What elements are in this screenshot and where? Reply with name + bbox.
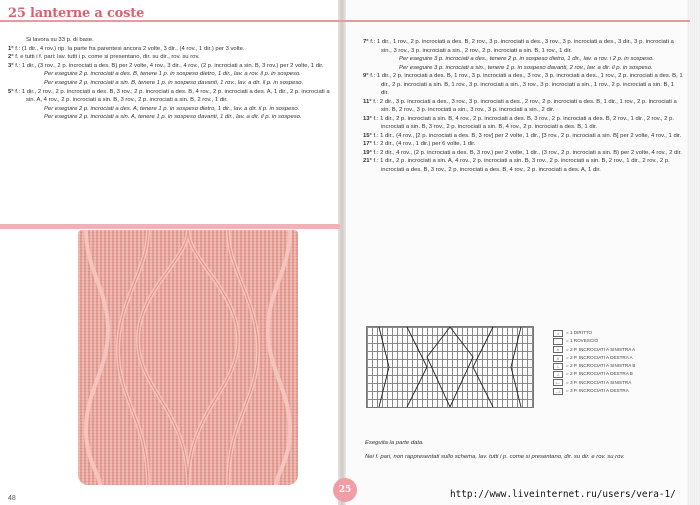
instruction-row	[363, 115, 683, 132]
page-number-left: 48	[8, 495, 16, 502]
instructions-left	[8, 36, 334, 122]
legend-rows	[553, 329, 683, 395]
instructions-right	[363, 38, 683, 174]
legend-item	[553, 362, 683, 370]
note-line-2: Nei f. pari, non rappresentati sullo schema, lav. tutti i p. come si presentano, dir. su dir. e rov. su rov.	[365, 454, 625, 461]
row-number: 21°	[363, 158, 374, 164]
row-text: f.: 1 dir., (4 rov., [2 p. incrociati a des. B, 3 rov] per 2 volte, 1 dir., [3 rov., 2 p. incrociati a sin. B] per 2 volte, 4 rov., 1 dir.	[373, 132, 682, 139]
row-text: f.: (1 dir., 4 rov.) rip. la parte fra parentesi ancora 2 volte, 3 dir., (4 rov., 1 dir.) per 3 volte.	[15, 45, 245, 52]
row-text: Per eseguire 2 p. incrociati a des. B, tenere 1 p. in sospeso dietro, 1 dir., lav. a rov. il p. in sospeso.	[44, 71, 301, 78]
page-number-badge: 25	[333, 478, 357, 502]
stitch-symbol-icon: /-	[553, 363, 563, 370]
instruction-row	[8, 88, 334, 105]
section-rule	[0, 224, 340, 229]
row-number: 13°	[363, 115, 374, 122]
instruction-row	[8, 62, 334, 71]
row-number: 9°	[363, 73, 371, 79]
instruction-row	[363, 72, 683, 98]
row-text: Per eseguire 3 p. incrociati a des., tenere 2 p. in sospeso dietro, 1 dir., lav. a rov. i 2 p. in sospeso.	[399, 56, 654, 62]
row-number: 5°	[8, 88, 16, 95]
row-text: f.: 2 dir., (4 rov., 1 dir.) per 6 volte, 1 dir.	[373, 141, 476, 147]
note-line-1: Eseguita la parte data.	[365, 439, 424, 446]
legend-label: = 2 P. INCROCIATI A SINISTRA B	[566, 363, 636, 369]
row-text: f.: 1 dir., 2 p. incrociati a sin. B, 4 rov., 2 p. incrociati a des. B, 3 rov., 2 p. incrociati a des. B, 2 rov., 1 dir., 2 rov., 2 p. incrociati a sin. B, 3 rov., 2 p. incrociati a sin. B, 4 rov., 2 p. incrociati a des. B, 1 dir.	[373, 115, 674, 130]
instruction-row	[8, 113, 334, 122]
page-title: 25 lanterne a coste	[8, 6, 145, 21]
knitting-chart	[366, 326, 534, 408]
knitted-swatch-photo	[78, 230, 298, 485]
cable-pattern-graphic	[78, 230, 298, 485]
stitch-symbol-icon: //	[553, 346, 563, 353]
book-spine	[338, 0, 346, 505]
instruction-row	[363, 64, 683, 73]
instruction-row	[363, 149, 683, 158]
row-number: 3°	[8, 62, 16, 69]
legend-item	[553, 370, 683, 378]
row-text: f.: 1 dir., 2 rov., 2 p. incrociati a des. B, 3 rov., 2 p. incrociati a des. B, 4 rov., 2 p. incrociati a des. A, 1 dir., 2 p. incrociati a sin. A, 4 rov., 2 p. incrociati a sin. B, 3 rov., 2 p. incrociati a sin. B, 2 rov., 1 dir.	[15, 88, 330, 104]
left-rows	[8, 45, 334, 122]
legend-item	[553, 354, 683, 362]
row-text: f. e tutti i f. pari: lav. tutti i p. come si presentano, dir. su dir., rov. su rov.	[15, 54, 200, 61]
legend-item	[553, 329, 683, 337]
row-text: Per eseguire 2 p. incrociati a sin. B, tenere 1 p. in sospeso davanti, 1 rov., lav. a dir. il p. in sospeso.	[44, 79, 304, 86]
row-number: 19°	[363, 149, 374, 156]
row-number: 2°	[8, 54, 16, 61]
row-text: f.: 1 dir., 2 p. incrociati a des. B, 1 rov., 3 p. incrociati a des., 3 rov., 3 p. incrociati a des., 1 rov., 2 p. incrociati a des. B, 1 dir., 2 p. incrociati a sin. B, 1 rov., 3 p. incrociati a sin., 3 rov., 3 p. incrociati a sin., 1 rov., 2 p. incrociati a sin. B, 1 dir.	[370, 73, 683, 96]
row-text: Per eseguire 3 p. incrociati a sin., tenere 1 p. in sospeso davanti, 2 rov., lav. a dir. il p. in sospeso.	[399, 64, 653, 71]
row-number: 7°	[363, 39, 371, 45]
legend-label: = 2 P. INCROCIATI A DESTRA B	[566, 371, 633, 377]
instruction-row	[8, 105, 334, 114]
row-number: 11°	[363, 98, 374, 105]
intro-text: Si lavora su 33 p. di base.	[26, 37, 94, 43]
legend-label: = 3 P. INCROCIATI A SINISTRA	[566, 379, 632, 385]
legend-item	[553, 387, 683, 395]
instruction-row	[363, 132, 683, 141]
chart-legend	[553, 329, 683, 395]
instruction-row	[363, 98, 683, 115]
instruction-row	[8, 53, 334, 62]
stitch-symbol-icon: /--	[553, 379, 563, 386]
legend-label: = 1 ROVESCIO	[566, 338, 599, 344]
row-text: f.: 2 dir., 4 rov., (2 p. incrociati a des. B, 3 rov.) per 2 volte, 1 dir., (3 rov., 2 p. incrociati a sin. B) per 2 volte, 4 rov., 2 dir.	[373, 149, 682, 156]
instruction-row	[363, 157, 683, 174]
row-text: Per eseguire 2 p. incrociati a sin. A, tenere 1 p. in sospeso davanti, 1 dir., lav. a dir. il p. in sospeso.	[44, 114, 302, 121]
instruction-row	[363, 140, 683, 149]
legend-item	[553, 346, 683, 354]
row-text: f.: 1 dir., (3 rov., 2 p. incrociati a des. B) per 2 volte, 4 rov., 3 dir., 4 rov., (2 p. incrociati a sin. B, 3 rov.) per 2 volte, 1 dir.	[15, 62, 324, 69]
stitch-symbol-icon: \\	[553, 355, 563, 362]
legend-label: = 1 DIRITTO	[566, 330, 593, 335]
stitch-symbol-icon: --\	[553, 388, 563, 395]
row-number: 17°	[363, 141, 374, 147]
right-rows	[363, 38, 683, 174]
instruction-row	[8, 45, 334, 54]
legend-item	[553, 379, 683, 387]
legend-label: = 3 P. INCROCIATI A DESTRA	[566, 388, 629, 394]
row-text: Per eseguire 2 p. incrociati a des. A, tenere 1 p. in sospeso dietro, 1 dir., lav. a dir. il p. in sospeso.	[44, 105, 300, 112]
source-watermark[interactable]: http://www.liveinternet.ru/users/vera-1/	[450, 489, 676, 500]
stitch-symbol-icon: I	[553, 330, 563, 337]
row-number: 15°	[363, 132, 374, 139]
page-edge	[688, 0, 700, 505]
row-text: f.: 2 dir., 3 p. incrociati a des., 3 rov., 3 p. incrociati a des., 2 rov., 2 p. incrociati a des. B, 1 dir., 1 rov., 2 p. incrociati a sin. B, 2 rov., 3 p. incrociati a sin., 3 rov., 3 p. incrociati a sin., 2 dir.	[373, 98, 677, 113]
instruction-row	[363, 55, 683, 64]
instruction-row	[8, 70, 334, 79]
row-number: 1°	[8, 45, 16, 52]
row-text: f.: 1 dir., 1 rov., 2 p. incrociati a des. B, 2 rov., 3 p. incrociati a des., 3 rov., 3 p. incrociati a des., 3 dir., 3 p. incrociati a sin., 3 rov., 3 p. incrociati a sin., 2 rov., 2 p. incrociati a sin. B, 1 rov., 1 dir.	[370, 39, 674, 54]
stitch-symbol-icon: -	[553, 338, 563, 345]
legend-label: = 2 P. INCROCIATI A SINISTRA A	[566, 346, 636, 352]
row-text: f.: 1 dir., 2 p. incrociati a sin. A, 4 rov., 2 p. incrociati a sin. B, 3 rov., 2 p. incrociati a sin. B, 2 rov., 1 dir., 2 rov., 2 p. incrociati a des. B, 3 rov., 2 p. incrociati a des. B, 4 rov., 2 p. incrociati a des. A, 1 dir.	[373, 158, 670, 173]
chart-cable-marks	[367, 327, 533, 407]
instruction-row	[8, 79, 334, 88]
instruction-row	[363, 38, 683, 55]
legend-item	[553, 337, 683, 345]
stitch-symbol-icon: -\	[553, 371, 563, 378]
legend-label: = 2 P. INCROCIATI A DESTRA A	[566, 354, 633, 360]
chart-note	[365, 433, 685, 468]
